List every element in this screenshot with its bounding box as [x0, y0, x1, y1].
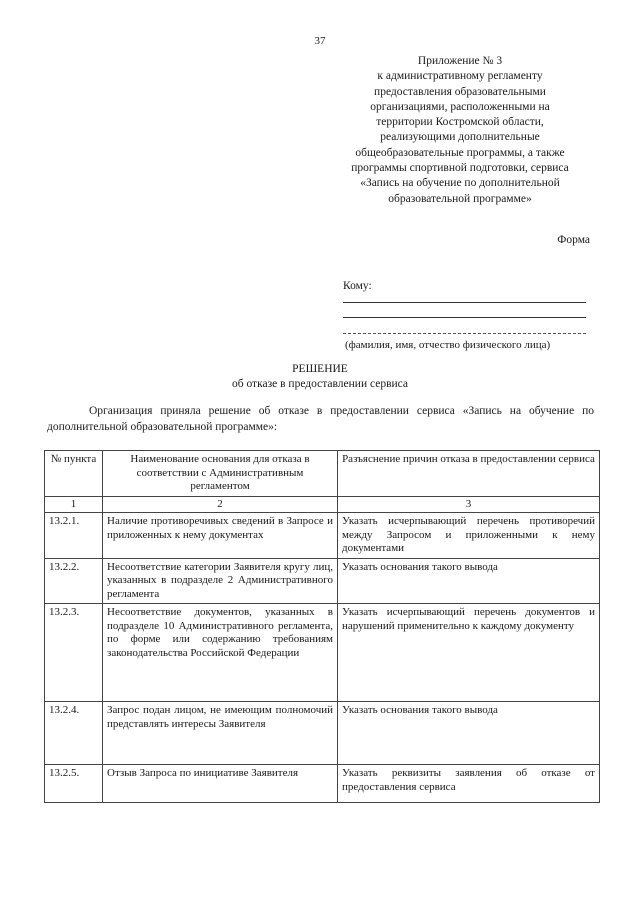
row-reason: Запрос подан лицом, не имеющим полномочий представлять интересы Заявителя [103, 702, 338, 765]
column-number: 3 [338, 496, 600, 513]
row-reason: Несоответствие категории Заявителя кругу лиц, указанных в подразделе 2 Административного регламента [103, 558, 338, 604]
appendix-header [320, 54, 600, 207]
recipient-caption: (фамилия, имя, отчество физического лица) [345, 339, 551, 351]
row-reason: Отзыв Запроса по инициативе Заявителя [103, 765, 338, 803]
appendix-line: Приложение № 3 [417, 55, 503, 67]
row-id: 13.2.4. [45, 702, 103, 765]
table-row [45, 702, 600, 765]
table-row [45, 558, 600, 604]
refusal-reasons-table [44, 450, 600, 803]
header-cell: № пункта [45, 451, 103, 497]
table-row [45, 604, 600, 702]
row-id: 13.2.3. [45, 604, 103, 702]
row-reason: Несоответствие документов, указанных в подразделе 10 Административного регламента, по форме или содержанию требованиям законодательства Российской Федерации [103, 604, 338, 702]
header-cell: Разъяснение причин отказа в предоставлении сервиса [338, 451, 600, 497]
row-explanation: Указать реквизиты заявления об отказе от предоставления сервиса [338, 765, 600, 803]
appendix-line: территории Костромской области, [376, 116, 544, 129]
recipient-label: Кому: [343, 280, 372, 292]
row-explanation: Указать исчерпывающий перечень противоречий между Запросом и приложенными к нему документами [338, 513, 600, 559]
row-reason: Наличие противоречивых сведений в Запросе и приложенных к нему документах [103, 513, 338, 559]
row-explanation: Указать исчерпывающий перечень документов и нарушений применительно к каждому документу [338, 604, 600, 702]
table-header-row [45, 451, 600, 497]
appendix-line: предоставления образовательными [374, 85, 546, 98]
column-number-row [45, 496, 600, 513]
intro-paragraph: Организация приняла решение об отказе в предоставлении сервиса «Запись на обучение по дополнительной образовательной программе»: [47, 405, 594, 433]
appendix-line: к административному регламенту [377, 70, 543, 83]
row-explanation: Указать основания такого вывода [338, 558, 600, 604]
appendix-line: реализующими дополнительные [380, 131, 540, 144]
decision-title: РЕШЕНИЕ [292, 363, 348, 375]
recipient-line [343, 302, 586, 303]
header-cell: Наименование основания для отказа в соответствии с Административным регламентом [103, 451, 338, 497]
appendix-line: «Запись на обучение по дополнительной [360, 177, 560, 190]
decision-subtitle: об отказе в предоставлении сервиса [231, 378, 409, 390]
form-label: Форма [557, 234, 590, 246]
decision-heading [0, 362, 640, 392]
row-id: 13.2.2. [45, 558, 103, 604]
table-row [45, 765, 600, 803]
table-row [45, 513, 600, 559]
recipient-line [343, 333, 586, 334]
appendix-line: общеобразовательные программы, а также [355, 146, 565, 159]
row-id: 13.2.5. [45, 765, 103, 803]
appendix-line: образовательной программе» [388, 192, 532, 205]
recipient-line [343, 317, 586, 318]
column-number: 1 [45, 496, 103, 513]
page-number: 37 [314, 35, 326, 47]
column-number: 2 [103, 496, 338, 513]
appendix-line: программы спортивной подготовки, сервиса [351, 162, 569, 175]
row-id: 13.2.1. [45, 513, 103, 559]
appendix-line: организациями, расположенными на [370, 100, 550, 113]
row-explanation: Указать основания такого вывода [338, 702, 600, 765]
